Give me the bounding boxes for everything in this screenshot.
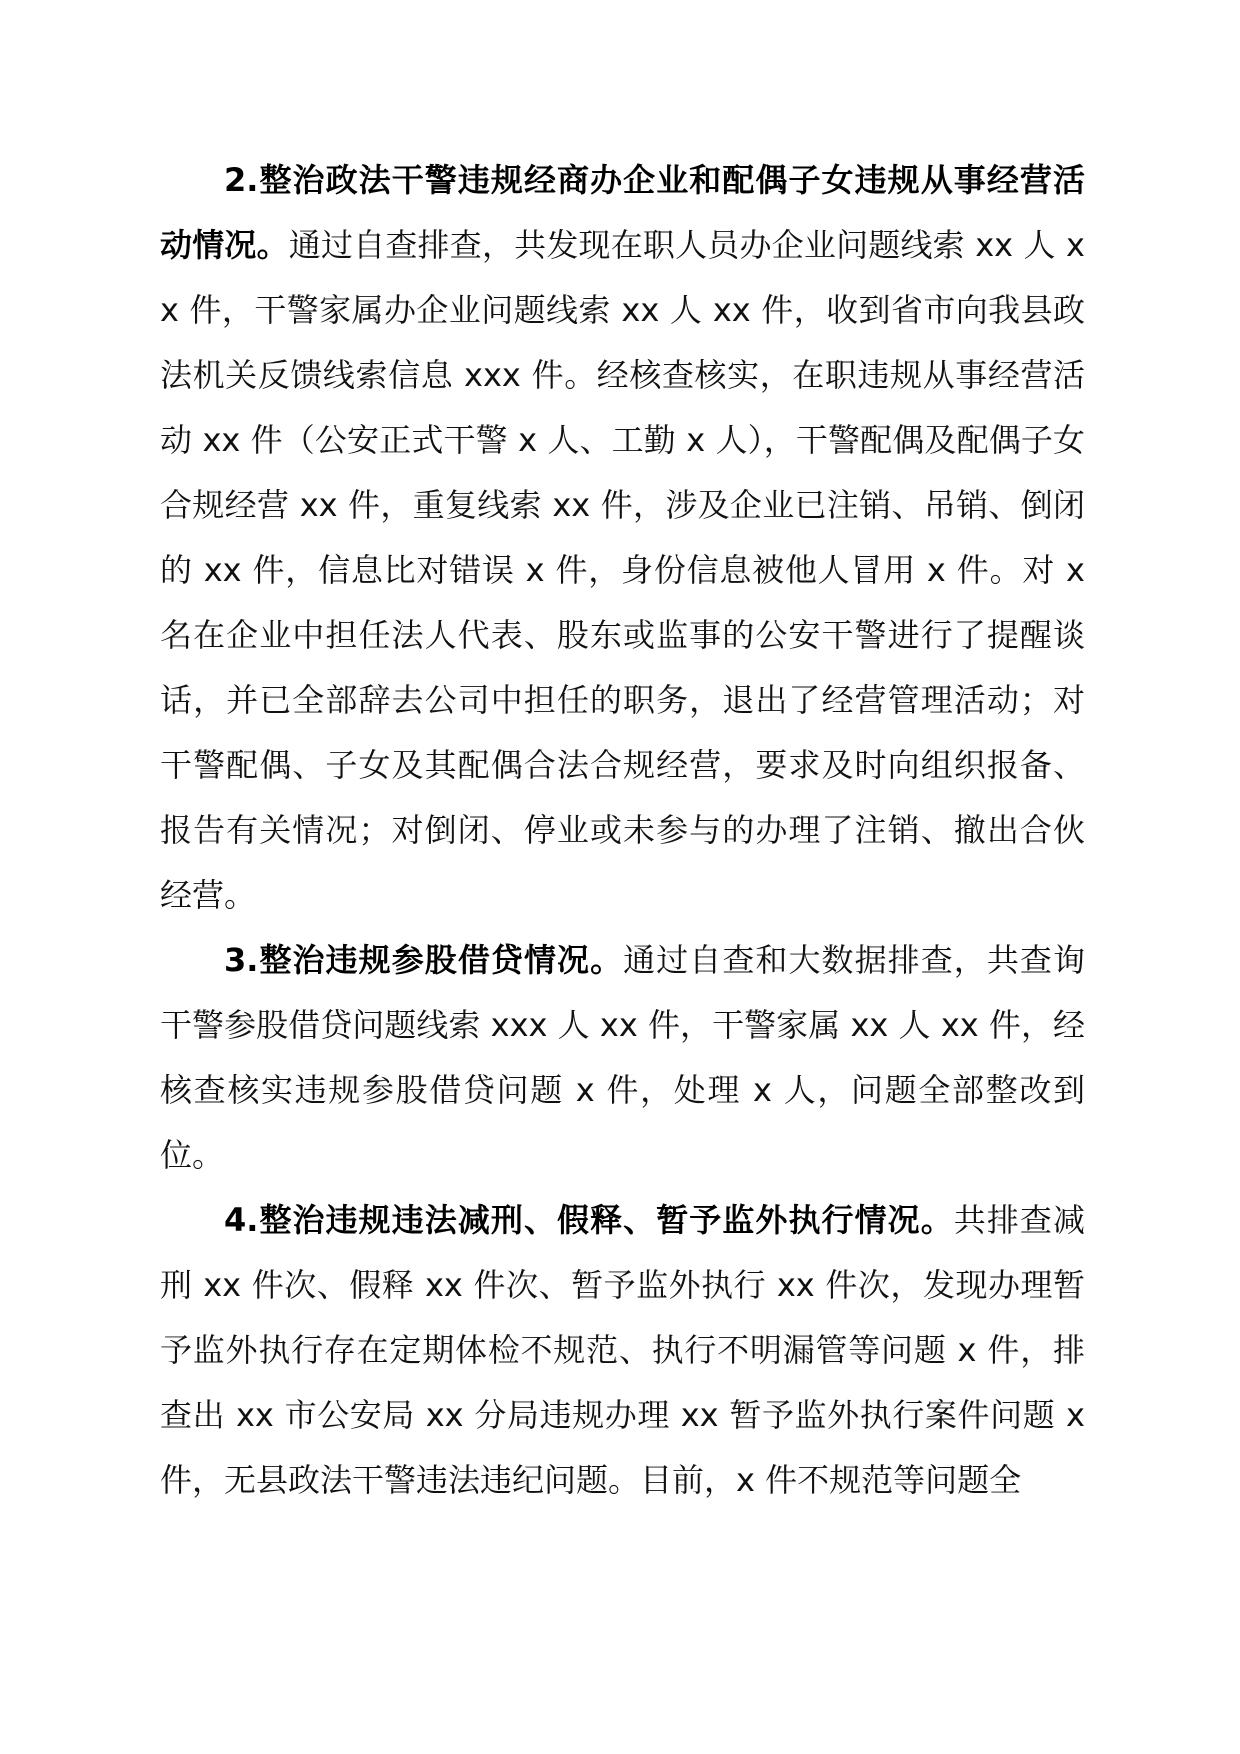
paragraph-body: 通过自查和大数据排查，共查询干警参股借贷问题线索 xxx 人 xx 件，干警家属 xx 人 xx 件，经核查核实违规参股借贷问题 x 件，处理 x 人，问题全部整改到位。 <box>160 941 1085 1174</box>
paragraph-heading: 4.整治违规违法减刑、假释、暂予监外执行情况。 <box>224 1201 954 1239</box>
paragraph-item-4 <box>160 1188 1085 1513</box>
document-page <box>160 148 1085 1513</box>
paragraph-body: 通过自查排查，共发现在职人员办企业问题线索 xx 人 xx 件，干警家属办企业问题线索 xx 人 xx 件，收到省市向我县政法机关反馈线索信息 xxx 件。经核查核实，在职违规从事经营活动 xx 件（公安正式干警 x 人、工勤 x 人），干警配偶及配偶子女合规经营 xx 件，重复线索 xx 件，涉及企业已注销、吊销、倒闭的 xx 件，信息比对错误 x 件，身份信息被他人冒用 x 件。对 x 名在企业中担任法人代表、股东或监事的公安干警进行了提醒谈话，并已全部辞去公司中担任的职务，退出了经营管理活动；对干警配偶、子女及其配偶合法合规经营，要求及时向组织报备、报告有关情况；对倒闭、停业或未参与的办理了注销、撤出合伙经营。 <box>160 226 1085 914</box>
paragraph-item-3 <box>160 928 1085 1188</box>
paragraph-body: 共排查减刑 xx 件次、假释 xx 件次、暂予监外执行 xx 件次，发现办理暂予监外执行存在定期体检不规范、执行不明漏管等问题 x 件，排查出 xx 市公安局 xx 分局违规办理 xx 暂予监外执行案件问题 x 件，无县政法干警违法违纪问题。目前，x 件不规范等问题全 <box>160 1201 1085 1499</box>
paragraph-heading: 3.整治违规参股借贷情况。 <box>224 941 624 979</box>
paragraph-heading: 2.整治政法干警违规经商办企业和配偶子女违规从事经营活动情况。 <box>160 161 1085 264</box>
paragraph-item-2 <box>160 148 1085 928</box>
